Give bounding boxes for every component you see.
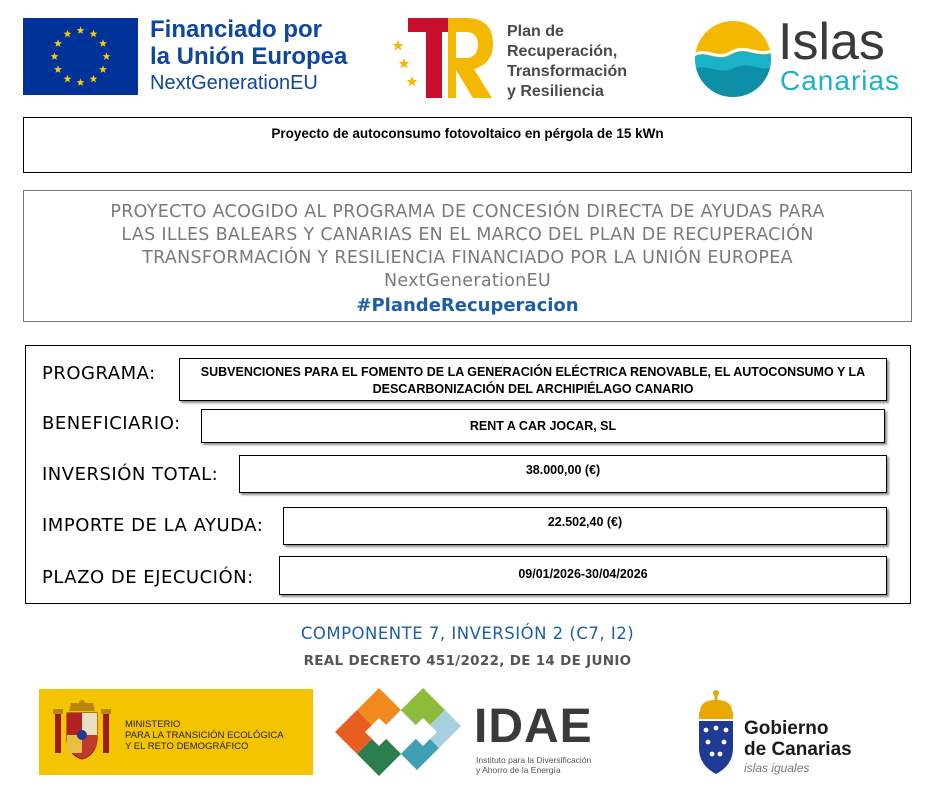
ministerio-text — [125, 719, 284, 752]
project-data-box — [25, 345, 911, 604]
ministerio-line-3: Y EL RETO DEMOGRÁFICO — [125, 741, 249, 752]
prtr-line-2: Recuperación, — [507, 43, 618, 60]
programa-label: PROGRAMA: — [42, 363, 156, 384]
inversion-total-value: 38.000,00 (€) — [239, 455, 887, 493]
importe-ayuda-value: 22.502,40 (€) — [283, 507, 887, 545]
prtr-logo-icon — [390, 14, 495, 100]
eu-funding-text — [150, 16, 347, 97]
eu-flag-icon — [23, 18, 138, 95]
prtr-line-1: Plan de — [507, 23, 564, 40]
ministerio-line-2: PARA LA TRANSICIÓN ECOLÓGICA — [125, 730, 284, 741]
islas-word: Islas — [778, 13, 885, 71]
hashtag: #PlandeRecuperacion — [356, 295, 579, 316]
spain-crest-icon — [51, 699, 113, 765]
program-line-3: TRANSFORMACIÓN Y RESILIENCIA FINANCIADO POR LA UNIÓN EUROPEA — [142, 248, 793, 268]
idae-logo-icon — [333, 688, 463, 776]
idae-word: IDAE — [474, 700, 593, 753]
programa-value-line-2: DESCARBONIZACIÓN DEL ARCHIPIÉLAGO CANARIO — [372, 382, 694, 396]
prtr-text — [507, 22, 627, 102]
programa-value-line-1: SUBVENCIONES PARA EL FOMENTO DE LA GENERACIÓN ELÉCTRICA RENOVABLE, EL AUTOCONSUMO Y LA — [200, 365, 866, 379]
inversion-total-label: INVERSIÓN TOTAL: — [42, 464, 219, 485]
importe-ayuda-label: IMPORTE DE LA AYUDA: — [42, 515, 264, 536]
plazo-ejecucion-label: PLAZO DE EJECUCIÓN: — [42, 567, 254, 588]
plazo-ejecucion-value: 09/01/2026-30/04/2026 — [279, 556, 887, 595]
project-title-box — [23, 117, 912, 173]
program-description — [24, 201, 911, 319]
prtr-line-3: Transformación — [507, 63, 628, 80]
gobierno-line-1: Gobierno — [744, 718, 829, 739]
programa-value — [179, 358, 887, 401]
eu-line-3: NextGenerationEU — [150, 72, 318, 94]
beneficiario-label: BENEFICIARIO: — [42, 413, 181, 434]
idae-subtitle — [476, 755, 591, 775]
program-line-2: LAS ILLES BALEARS Y CANARIAS EN EL MARCO DEL PLAN DE RECUPERACIÓN — [121, 225, 814, 245]
prtr-line-4: y Resiliencia — [507, 83, 604, 100]
beneficiario-value: RENT A CAR JOCAR, SL — [201, 409, 885, 443]
program-description-box — [23, 190, 912, 322]
header-logos — [0, 0, 935, 110]
idae-sub-line-2: y Ahorro de la Energía — [476, 765, 561, 775]
decreto-text: REAL DECRETO 451/2022, DE 14 DE JUNIO — [303, 653, 632, 669]
canarias-word: Canarias — [780, 65, 901, 96]
gobierno-canarias-text — [744, 718, 852, 776]
program-line-1: PROYECTO ACOGIDO AL PROGRAMA DE CONCESIÓN DIRECTA DE AYUDAS PARA — [110, 202, 825, 222]
idae-sub-line-1: Instituto para la Diversificación — [476, 755, 592, 765]
project-title: Proyecto de autoconsumo fotovoltaico en pérgola de 15 kWn — [271, 126, 664, 141]
program-line-4: NextGenerationEU — [383, 271, 552, 291]
eu-flag-graphic — [23, 18, 138, 95]
gobierno-line-2: de Canarias — [744, 739, 852, 760]
ministerio-line-1: MINISTERIO — [125, 719, 181, 730]
eu-line-1: Financiado por — [150, 16, 323, 43]
componente-text: COMPONENTE 7, INVERSIÓN 2 (C7, I2) — [300, 624, 635, 643]
ministerio-logo — [39, 689, 313, 775]
gobierno-tagline: islas iguales — [744, 761, 810, 775]
eu-line-2: la Unión Europea — [150, 43, 348, 70]
islas-canarias-sun-icon — [692, 20, 774, 98]
gobierno-canarias-crest-icon — [694, 688, 738, 776]
